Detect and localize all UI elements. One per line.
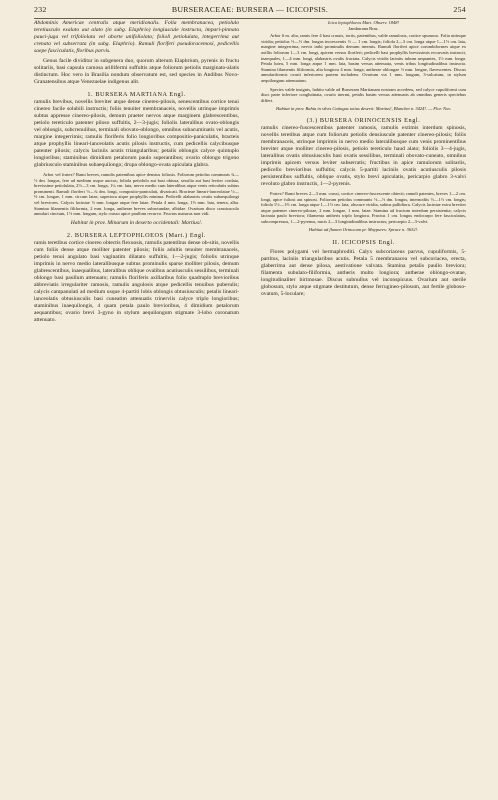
vernacular-name: Jamburana Bras. (348, 25, 379, 31)
species-heading-leptophloeos: 2. BURSERA LEPTOPHLOEOS (Mart.) Engl. (66, 231, 207, 239)
species-description-orinocensis: Frutex? Rami breves 2—3 mm. crassi, cortice cinereo-fuscescente obtecti; ramuli patentes, breves 1—2 cm. longi, apice fuliosi aut spinosi. Foliorum petiolus communis ½—½ dm. longus, internodiis ½—1½ cm. longis; foliola 1½—1⅔ cm. longa atque 1—1½ cm. lata, obscure viridia, subtus pallidiora. Calycis laciniae extra breviter atque patenter cinereo-pilosae, 2 mm. longae, 1 mm. latae. Stamina ad fructum interdum persistentia; calycis lacinaia paulo breviora; filamenta antheris triplo longiora. Fructus 1 cm. longus endocarpo fere fasciculatus, subcompressus, 1—2-pyrenus, nucis 2—3 longitudinalibus instructus; pericarpio 2—3-valvi. (261, 190, 466, 224)
species-description-leptophloeos: Arbor 6 m. alta, ramis fere 4 basi crassis, tortis, patentibus, valde ramulosis, cortice spumoso. Folia utrinque viridia; petiolus ½—⅓ dm. longus increscentis ½ — 1 cm. longis; foliola 2—3 cm. longa atque 1—1½ cm. lata, margine integerrima, nervis inibi prominulis demum inermis. Ramuli floriferi apice corumbiformes atque ex axillis foliorum 1—3 cm. longi, apicem versus floriferi; pedicelli basi prophyllis brevissimis recurvatis instructi, inaequales, 1—4 mm. longi, alabastris ovalis fructata. Calycis viridis laciniis tubum aequantes, 1½ mm. longa. Petala lutea, 5 mm. longa atque 1 mm. lata, basim versus attenuata, venis tribus longitudinalibus instructa. Stamina filamentis filiformia, alia longiora 4 mm. longa; antherae oblongae ½ mm. longae, flavescentes. Discus annulariformis ovarii inferiorem partem includens. Ovarium via 1 mm. longum, 3-sulcatum, in stylum aequilongum attenuatum. (261, 33, 466, 83)
habitat-leptophloeos: Habitat in prov. Bahia in silvis Catingas totius deserti: Martius!, Blanchet n. 3424!. — Flor. Nov. (275, 106, 452, 112)
species-heading-martiana: 1. BURSERA MARTIANA Engl. (87, 91, 186, 98)
page-number-right: 254 (453, 5, 466, 14)
species-heading-orinocensis: (3.) BURSERA ORINOCENSIS Engl. (306, 116, 421, 124)
habitat-martiana: Habitat in prov. Minarum in deserto occidentali: Martius!. (70, 219, 203, 226)
running-title: BURSERACEAE: BURSERA — ICICOPSIS. (171, 5, 329, 14)
running-header (34, 5, 466, 19)
right-column (261, 20, 466, 298)
habitat-orinocensis: Habitat ad flumen Orinocum pr. Maypures: Spruce n. 3632!. (308, 227, 419, 233)
species-description-martiana: Arbor vel frutex? Rami breves, ramulis patentibus apice densius foliosis. Foliorum petiolus communis ¾—½ dm. longus, fere ad medium usque auctus; foliola petiolulo aut basi obtusa, sessilia aut basi leviter cordata, brevissime petiolulata, 2½—3 cm. longa, 1¼ cm. lata, nervo medio cum lateralibus atque venis reticulatis subtus prominenti. Ramuli floriferi ½—¾ dm. longi, composito-paniculati, divaricati. Bracteae lineari-lanceolatae ½—⅔ cm. longae, 1 mm. circum latae, superiora atque prophyllis minima. Pedicelli alabastris ovatis subaequilongi vel breviores. Calycis laciniae ½ mm. longae atque fere latae. Petala 4 mm. longa, 1⅓ mm. lata, tenera, alba. Stamina filamentis filiformia, 2 mm. longa, antherae breves subrotundae, albidae. Ovarium disco crassiusculo annulari cinctum, 1½ mm. longum, stylo crasso apice paullum recurvo. Fructus maturus non vidi. (34, 172, 239, 217)
page-number-left: 232 (34, 5, 47, 14)
species-diagnosis-leptophloeos: ramis teretibus cortice cinereo obtectis flexuosis, ramulis patentibus dense ob-sitis, novellis cum foliis dense atque molliter patenter pilosis; foliis adultis tenuiter membranaceis, petiolo tenui angulato basi vaginatim dilatato suffultis, 1—2-jugis; foliolis utrinque imprimis in nervo medio lateralibusque subtus prominulis sparse molliter pilosis, demum glabrescentibus, inaequalibus, lateralibus oblique ovalibus acutiusculis sessilibus, terminali oblongo basi paullum attenuato; ramulis floriferis axillaribus folio quadruplo brevioribus abbreviatis irregulariter ramosis, ramulis angulosis atque pedicellis tenuibus puberulis; calycis campanulati ad medium usque 4-partiti lobis oblongis obtusiusculis; petalis lineari-lanceolatis obtusiusculis basi cuneatim attenuatis trinerviis calyce triplo longioribus; staminibus inaequilongis, 4 quam petala paulo brevioribus, 4 dimidium petalorum aequantibus; ovario brevi 3-gyno in stylum aequilongum stigmate 3-lobo coronatum attenuato. (34, 239, 239, 323)
genus-description-icicopsis: Flores polygami vel hermaphroditi. Calyx subcoriaceus parvus, cupuliformis, 5-partitus, laciniis triangularibus acutis. Petala 5 membranacea vel subcoriacea, erecta, glaberrima aut dense pilosa, aestivatione valvata. Stamina petalis paullo breviora; filamenta subulato-filiformia, antheris multo longiora; antherae oblongo-ovatae, longitudinaliter birimosae. Discus subnullus vel inconspicuus. Ovarium aut sterile globosum, stylo atque stigmate destitutum, dense ferrugineo-pilosum, aut fertile globoso-ovatum, 5-loculare; (261, 249, 466, 298)
species-diagnosis-martiana: ramulis brevibus, novellis breviter atque dense cinereo-pilosis, senescentibus cortice tenui cinereo facile solubili instructis; foliis tenuiter membranaceis, novellis utrinque imprimis subtus appresse cinereo-pilosis, demum praeter nervos atque marginem glabrescentibus, petiolo tereticulo patenter piloso suffultis, 2—3-jugis; foliolis lateralibus ovato-oblongis vel oblongis, subcrenulibus, terminali obovato-oblongo, omnibus subacuminatis vel acutis, margine integerrimis; ramulis floriferis folio longioribus compositio-paniculatis, bracteis atque prophyllis lineari-lanceolatis acutis pilosis instructis, cum pedicellis calycibusque patenter pilosis; calycis laciniis acutis triangularibus; petalis oblongis calyce quintuplo longioribus; staminibus dimidium petalorum paulo superantibus; ovario oblongo trigono glabriusculo staminibus subaequilongo; drupa oblongo-ovata apiculata glabra. (34, 99, 239, 168)
species-diagnosis-orinocensis: ramulis cinereo-fuscescentibus patenter ramosis, ramulis extimis interdum spinosis, novellis teretibus atque cum foliorum petiolis densiuscule patenter cinereo-pilosis; foliis membranaceis, utrinque imprimis in nervo medio lateralibusque cum venis prominentibus breviter atque molliter cinereo-pilosis, petiolo tereticulo haud alato; foliolis 3—4-jugis, lateralibus ovatis obtusiusculis basi ovatis sessilibus, terminali obovato-cuneato, omnibus imprimis apicem versus leviter subserratis; fructibus in apice ramulorum solitariis, pedicello brevioribus suffultis; calycis 5-partiti laciniis ovatis acutiusculis pilosis persistentibus suffultis, oblique ovatis, stylo brevi apiculatis, pericarpio glabro 3-valvi revoluto glabro instructis, 1—2-pyrenis. (261, 124, 466, 187)
left-column (34, 20, 239, 324)
species-remark-leptophloeos: Species valde insignis, habitu valde ad Burseram Martianam nostram accedens, sed calyce cupuliformi cum disci parte inferiore conglutinata, ovario inermi, petalis basim versus attenuatis ab omnibus generis speciebus differt. (261, 86, 466, 103)
genus-subgenera-paragraph: Genus facile dividitur in subgenera duo, quorum alterum Elaphrium, pyrenis in fructu solitariis, basi capsula carnosa arillifermi suffultis atque foliorum petiolis marginato-alatis distinctum. Hoc vero in Brasilia nondum observatum est, sed species in Andibus Novo-Granatensibus atque Venezuelae indigenus alit. (34, 58, 239, 85)
synonym-line: Icica leptophloeos Mart. Observ. 1848! (328, 20, 399, 25)
genus-description-continued: Abdominis Americae centralis atque meridionalis. Folia membranacea, petiolulo teretiusculo exalato aut alato (in subg. Elaphrio) longiuscule instructa, impari-pinnata pauci-juga vel trifoliolata vel aborte unifoliolata; folioli petiolulata, integerrima aut crenata vel subserrata (in subg. Elaphrio). Ramuli floriferi pseudoracemosi, pedicellis saepe fasciculatis, floribus parvis. (34, 20, 239, 54)
header-rule (34, 18, 466, 19)
genus-heading-icicopsis: II. ICICOPSIS Engl. (332, 239, 395, 247)
